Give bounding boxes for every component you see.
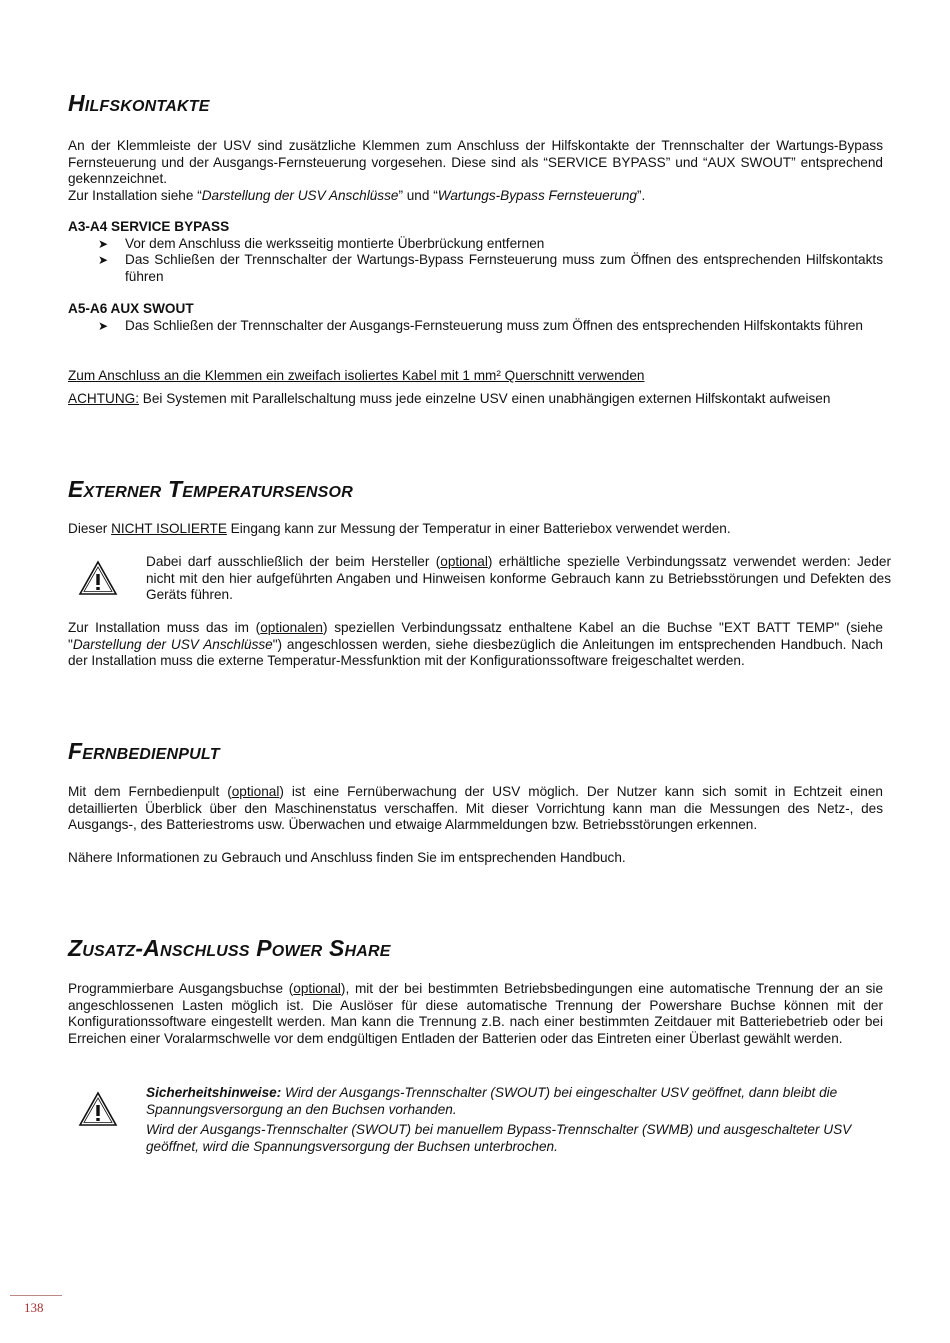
a3-a4-list xyxy=(68,236,883,286)
section-title-temperatursensor: Externer Temperatursensor xyxy=(68,476,353,502)
text-span: ") angeschlossen werden, siehe diesbezüglich die Anleitungen im entsprechenden Handbuch. Nach der Installation muss die externe Temperatur-Messfunktion mit der Konfigurationssoftware freigeschaltet werden. xyxy=(68,636,883,669)
powershare-p1-text xyxy=(68,981,883,1047)
warning-text-block xyxy=(146,554,891,604)
text-span: ), mit der bei bestimmten Betriebsbedingungen eine automatische Trennung der an sie angeschlossenen Lasten möglich ist. Die Auslöser für diese automatische Trennung der Powershare Buchse können mit der Konfigurationssoftware eingestellt werden. Man kann die Trennung z.B. nach einer bestimmten Zeitdauer mit Batteriebetrieb oder bei Erreichen einer Voralarmschwelle vor dem endgültigen Entladen der Batterien oder das Eintreten einer Überlast gewählt werden. xyxy=(68,981,883,1046)
hilfskontakte-intro-2 xyxy=(68,188,883,205)
underlined-text: optional xyxy=(440,554,488,569)
fernbedienpult-p1-text xyxy=(68,784,883,834)
arrow-bullet-icon: ➤ xyxy=(98,253,109,268)
hilfskontakte-intro xyxy=(68,138,883,204)
text-span: ) erhältliche spezielle Verbindungssatz verwendet werden: Jeder nicht mit den hier aufgeführten Angaben und Hinweisen konforme Gebrauch kann zu Betriebsstörungen und Defekten des Geräts führen. xyxy=(146,554,892,603)
reference-text: Darstellung der USV Anschlüsse xyxy=(72,636,273,652)
a5-a6-block xyxy=(68,301,883,334)
text-span: ” und “ xyxy=(398,187,438,203)
list-item-text: Das Schließen der Trennschalter der Ausgangs-Fernsteuerung muss zum Öffnen des entsprechenden Hilfskontakts führen xyxy=(125,317,863,333)
temperatursensor-intro xyxy=(68,521,883,538)
text-span: ) ist eine Fernüberwachung der USV möglich. Der Nutzer kann sich somit in Echtzeit einen detaillierten Überblick über den Maschinenstatus verschaffen. Mit dieser Vorrichtung kann man die Messungen des Netz-, des Ausgangs-, des Batteriestroms usw. Überwachen und etwaige Alarmmeldungen bzw. Betriebsstörungen erkennen. xyxy=(68,784,883,833)
text-span: Wird der Ausgangs-Trennschalter (SWOUT) bei eingeschalter USV geöffnet, dann bleibt die Spannungsversorgung an den Buchsen vorhanden. xyxy=(146,1085,838,1117)
temperatursensor-install-text xyxy=(68,620,883,670)
underlined-text: optional xyxy=(231,784,280,799)
temperatursensor-intro-text xyxy=(68,521,883,538)
text-span: Dabei darf ausschließlich der beim Hersteller ( xyxy=(146,554,441,569)
achtung-note xyxy=(68,391,883,408)
cable-note-text: Zum Anschluss an die Klemmen ein zweifach isoliertes Kabel mit 1 mm² Querschnitt verwenden xyxy=(68,368,645,383)
arrow-bullet-icon: ➤ xyxy=(98,236,109,251)
footer-divider xyxy=(10,1295,62,1296)
safety-text-2: Wird der Ausgangs-Trennschalter (SWOUT) bei manuellem Bypass-Trennschalter (SWMB) und ausgeschalteter USV geöffnet, wird die Spannungsversorgung der Buchsen unterbrochen. xyxy=(146,1122,852,1154)
hilfskontakte-intro-1: An der Klemmleiste der USV sind zusätzliche Klemmen zum Anschluss der Hilfskontakte der Trennschalter der Wartungs-Bypass Fernsteuerung und der Ausgangs-Fernsteuerung vorgesehen. Diese sind als “SERVICE BYPASS” und “AUX SWOUT” entsprechend gekennzeichnet. xyxy=(68,138,883,187)
warning-triangle-icon xyxy=(78,560,118,596)
text-span: Zur Installation muss das im ( xyxy=(68,620,261,635)
warning-text xyxy=(146,554,891,604)
section-title-powershare: Zusatz-Anschluss Power Share xyxy=(68,935,391,961)
list-item xyxy=(68,252,883,285)
section-title-fernbedienpult: Fernbedienpult xyxy=(68,738,220,764)
a5-a6-heading: A5-A6 AUX SWOUT xyxy=(68,301,194,316)
list-item-text: Vor dem Anschluss die werksseitig montierte Überbrückung entfernen xyxy=(125,235,545,251)
reference-text: Darstellung der USV Anschlüsse xyxy=(201,187,399,203)
safety-text-1 xyxy=(146,1085,866,1118)
list-item-text: Das Schließen der Trennschalter der Wartungs-Bypass Fernsteuerung muss zum Öffnen des entsprechenden Hilfskontakts führen xyxy=(125,252,883,284)
a5-a6-list xyxy=(68,318,883,335)
text-span: Programmierbare Ausgangsbuchse ( xyxy=(68,981,294,996)
achtung-text xyxy=(68,391,883,408)
text-span: ) speziellen Verbindungssatz enthaltene Kabel an die Buchse "EXT BATT TEMP" (siehe " xyxy=(68,620,883,652)
list-item xyxy=(68,236,883,253)
a3-a4-heading: A3-A4 SERVICE BYPASS xyxy=(68,219,230,234)
safety-text-block xyxy=(146,1085,866,1155)
achtung-label: ACHTUNG: xyxy=(68,391,139,406)
text-span: ”. xyxy=(636,187,646,203)
text-span: Eingang kann zur Messung der Temperatur in einer Batteriebox verwendet werden. xyxy=(226,521,731,536)
temperatursensor-install xyxy=(68,620,883,670)
underlined-text: optionalen xyxy=(260,620,323,635)
cable-note xyxy=(68,368,883,385)
page-number: 138 xyxy=(24,1300,44,1315)
list-item xyxy=(68,318,883,335)
fernbedienpult-p1 xyxy=(68,784,883,834)
warning-triangle-icon xyxy=(78,1091,118,1127)
safety-label: Sicherheitshinweise: xyxy=(146,1085,282,1100)
reference-text: Wartungs-Bypass Fernsteuerung xyxy=(437,187,637,203)
powershare-safety xyxy=(68,1085,891,1160)
arrow-bullet-icon: ➤ xyxy=(98,318,109,333)
text-span: Bei Systemen mit Parallelschaltung muss jede einzelne USV einen unabhängigen externen Hilfskontakt aufweisen xyxy=(139,391,831,406)
text-span: Dieser xyxy=(68,521,112,536)
text-span: Zur Installation siehe “ xyxy=(68,187,202,203)
underlined-text: optional xyxy=(293,981,341,996)
underlined-text: NICHT ISOLIERTE xyxy=(111,521,227,536)
a3-a4-block xyxy=(68,219,883,285)
powershare-p1 xyxy=(68,981,883,1047)
text-span: Mit dem Fernbedienpult ( xyxy=(68,784,232,799)
temperatursensor-warning xyxy=(68,554,891,606)
fernbedienpult-p2 xyxy=(68,850,883,867)
fernbedienpult-p2-text: Nähere Informationen zu Gebrauch und Anschluss finden Sie im entsprechenden Handbuch. xyxy=(68,850,626,865)
section-title-hilfskontakte: Hilfskontakte xyxy=(68,90,210,116)
